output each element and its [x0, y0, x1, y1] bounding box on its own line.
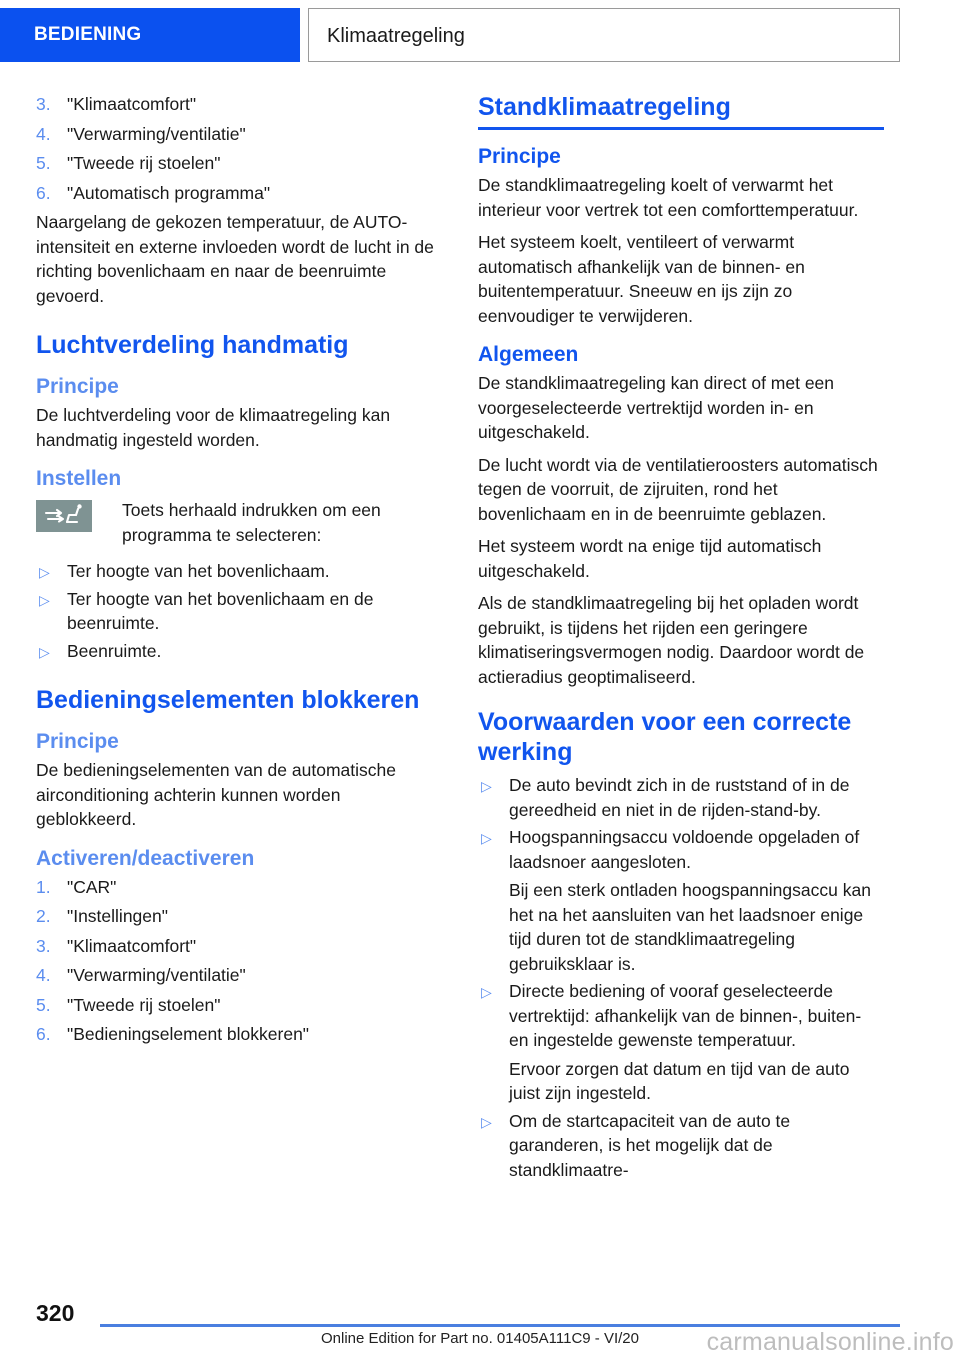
- page-number: 320: [36, 1300, 75, 1326]
- activeren-steps-list: [36, 875, 442, 1047]
- section-tab[interactable]: [308, 8, 900, 62]
- list-text: Om de startcapaciteit van de auto te garanderen, is het mogelijk dat de standklimaatre-: [509, 1110, 791, 1180]
- subheading-algemeen: Algemeen: [478, 343, 579, 366]
- subheading-principe-stand: Principe: [478, 145, 561, 168]
- footer-divider: [100, 1324, 900, 1327]
- algemeen-paragraph: De standklimaatregeling kan direct of met een voorgeselecteerde vertrektijd worden in- en uitgeschakeld.: [478, 373, 835, 442]
- instellen-icon-text: Toets herhaald indrukken om een programma te selecteren:: [122, 500, 381, 545]
- list-item: [478, 825, 884, 976]
- continued-numbered-list: [36, 92, 442, 205]
- list-item: [36, 559, 442, 584]
- principe-text-blokkeren: De bedieningselementen van de automatische airconditioning achterin kunnen worden geblokkeerd.: [36, 760, 396, 829]
- luchtverdeling-options: [36, 559, 442, 663]
- list-text: "Klimaatcomfort": [67, 935, 197, 956]
- chapter-label: BEDIENING: [34, 24, 142, 45]
- principe-paragraph: Het systeem koelt, ventileert of verwarmt automatisch afhankelijk van de binnen- en buitentemperatuur. Sneeuw en ijs zijn zo eenvoudiger te verwijderen.: [478, 232, 805, 326]
- list-text: Ter hoogte van het bovenlichaam en de beenruimte.: [67, 588, 374, 633]
- list-number: 5.: [36, 994, 51, 1015]
- list-item: [478, 773, 884, 822]
- list-text: "Tweede rij stoelen": [67, 153, 221, 173]
- list-text: "Automatisch programma": [67, 182, 271, 203]
- list-item: [36, 92, 442, 117]
- subheading-instellen: Instellen: [36, 467, 122, 490]
- subheading-principe-blokkeren: Principe: [36, 730, 119, 753]
- list-text: Beenruimte.: [67, 640, 162, 661]
- list-item: [36, 587, 442, 636]
- chapter-tab[interactable]: [0, 8, 300, 62]
- list-number: 3.: [36, 94, 51, 114]
- list-number: 1.: [36, 876, 51, 897]
- algemeen-paragraph: Als de standklimaatregeling bij het opladen wordt gebruikt, is tijdens het rijden een geringere klimatiseringsvermogen nodig. Daardoor wordt de actieradius geoptimaliseerd.: [478, 593, 865, 687]
- list-text: "Instellingen": [67, 906, 168, 926]
- algemeen-paragraph: De lucht wordt via de ventilatieroosters automatisch tegen de voorruit, de zijruiten, rond het bovenlichaam en in de beenruimte geblazen.: [478, 454, 878, 524]
- list-text: "Verwarming/ventilatie": [67, 965, 246, 985]
- list-text: Directe bediening of vooraf geselecteerde vertrektijd: afhankelijk van de binnen-, buiten- en ingestelde gewenste temperatuur.: [509, 981, 862, 1050]
- list-text: "Tweede rij stoelen": [67, 994, 221, 1015]
- list-item: [478, 1109, 884, 1183]
- right-column: [478, 92, 884, 1186]
- list-text: "Verwarming/ventilatie": [67, 123, 246, 144]
- list-number: 2.: [36, 906, 51, 926]
- triangle-bullet-icon: ▷: [481, 984, 492, 1000]
- triangle-bullet-icon: ▷: [39, 643, 50, 660]
- list-subparagraph: Bij een sterk ontladen hoogspanningsaccu kan het na het aansluiten van het laadsnoer enige tijd duren tot de standklimaatregeling gebruiksklaar is.: [509, 880, 871, 974]
- list-item: [36, 1022, 442, 1047]
- principe-text-luchtverdeling: De luchtverdeling voor de klimaatregeling kan handmatig ingesteld worden.: [36, 405, 391, 450]
- heading-luchtverdeling: Luchtverdeling handmatig: [36, 331, 349, 359]
- section-label: Klimaatregeling: [327, 25, 465, 47]
- algemeen-paragraph: Het systeem wordt na enige tijd automatisch uitgeschakeld.: [478, 536, 822, 581]
- air-distribution-seat-icon: [36, 500, 92, 532]
- list-item: [36, 875, 442, 900]
- principe-paragraph: De standklimaatregeling koelt of verwarmt het interieur voor vertrek tot een comforttemperatuur.: [478, 175, 859, 220]
- triangle-bullet-icon: ▷: [481, 830, 492, 846]
- list-item: [36, 934, 442, 959]
- list-text: "Bedieningselement blokkeren": [67, 1024, 310, 1044]
- list-item: [36, 963, 442, 988]
- heading-standklimaatregeling: Standklimaatregeling: [478, 92, 884, 130]
- subheading-principe-luchtverdeling: Principe: [36, 375, 119, 398]
- subheading-activeren-deactiveren: Activeren/deactiveren: [36, 846, 255, 870]
- list-text: "CAR": [67, 876, 117, 897]
- list-item: [36, 904, 442, 929]
- list-number: 5.: [36, 153, 51, 173]
- list-number: 6.: [36, 182, 51, 203]
- list-text: De auto bevindt zich in de ruststand of in de gereedheid en niet in de rijden-stand-by.: [509, 775, 850, 820]
- heading-voorwaarden: Voorwaarden voor een correcte werking: [478, 708, 852, 766]
- footer-edition-note: Online Edition for Part no. 01405A111C9 - VI/20: [321, 1330, 639, 1347]
- list-text: Ter hoogte van het bovenlichaam.: [67, 561, 330, 581]
- list-item: [36, 122, 442, 147]
- page-footer: [0, 1284, 960, 1362]
- list-number: 3.: [36, 935, 51, 956]
- voorwaarden-list: [478, 773, 884, 1182]
- watermark: carmanualsonline.info: [706, 1328, 954, 1356]
- list-text: Hoogspanningsaccu voldoende opgeladen of laadsnoer aangesloten.: [509, 827, 860, 872]
- list-item: [36, 151, 442, 176]
- list-subparagraph: Ervoor zorgen dat datum en tijd van de auto juist zijn ingesteld.: [509, 1058, 850, 1103]
- list-item: [36, 181, 442, 206]
- page-header: [0, 8, 960, 62]
- list-item: [36, 993, 442, 1018]
- intro-paragraph: Naargelang de gekozen temperatuur, de AUTO-intensiteit en externe invloeden wordt de lucht in de richting bovenlichaam en naar de beenruimte gevoerd.: [36, 212, 434, 306]
- triangle-bullet-icon: ▷: [39, 564, 50, 580]
- triangle-bullet-icon: ▷: [39, 591, 50, 608]
- list-number: 4.: [36, 123, 51, 144]
- list-item: [478, 979, 884, 1106]
- list-number: 4.: [36, 965, 51, 985]
- instellen-icon-row: [36, 498, 442, 547]
- left-column: [36, 92, 442, 1052]
- triangle-bullet-icon: ▷: [481, 778, 492, 794]
- list-text: "Klimaatcomfort": [67, 94, 197, 114]
- list-number: 6.: [36, 1024, 51, 1044]
- heading-blokkeren: Bedieningselementen blokkeren: [36, 686, 420, 714]
- list-item: [36, 639, 442, 664]
- triangle-bullet-icon: ▷: [481, 1113, 492, 1130]
